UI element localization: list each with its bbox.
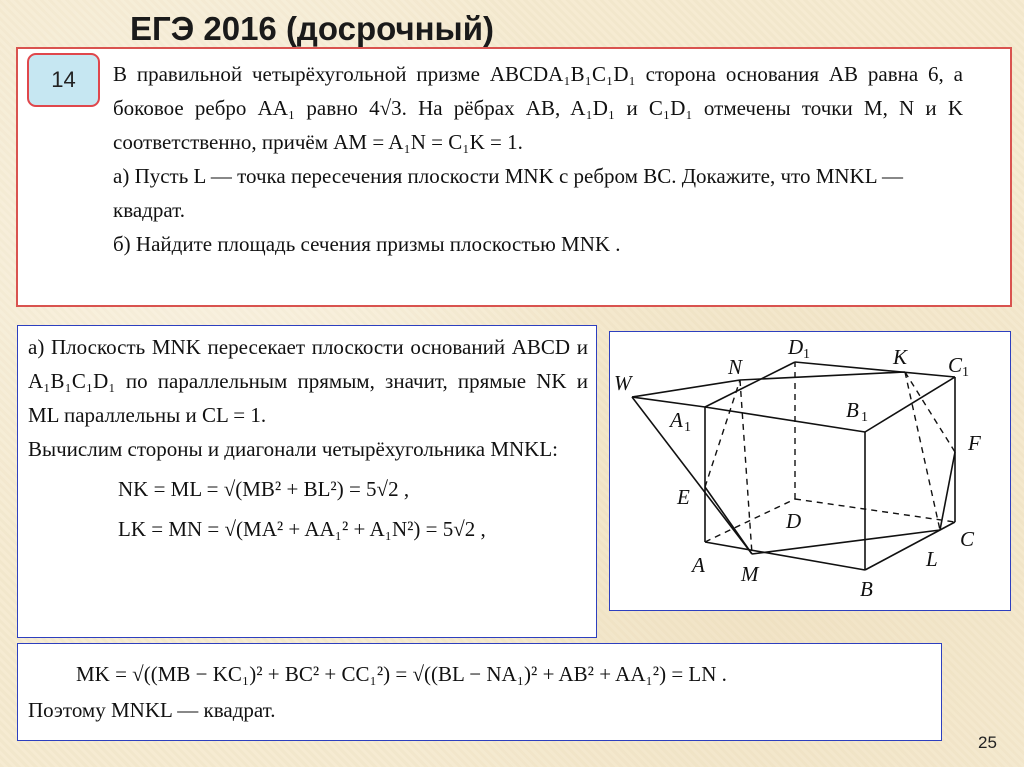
label-k: K	[893, 345, 908, 369]
label-e: E	[677, 485, 690, 509]
problem-part-b: б) Найдите площадь сечения призмы плоскостью MNK .	[113, 232, 621, 256]
edge-a1-d1	[705, 362, 795, 407]
line-l-f	[940, 452, 955, 530]
label-c: C	[960, 527, 975, 551]
line-m-l	[752, 530, 940, 554]
label-a: A	[692, 553, 705, 577]
label-c1-sub: 1	[962, 365, 969, 380]
formula-text	[28, 656, 928, 728]
problem-statement	[113, 57, 963, 261]
edge-d1-c1	[795, 362, 955, 377]
problem-number-badge: 14	[27, 53, 100, 107]
label-b1-sub: 1	[861, 410, 868, 425]
problem-part-a: а) Пусть L — точка пересечения плоскости MNK с ребром BC. Докажите, что MNKL — квадрат.	[113, 164, 904, 222]
formula-mk: MK = √((MB − KC₁)² + BC² + CC₁²) = √((BL − NA₁)² + AB² + AA₁²) = LN .	[76, 662, 727, 686]
line-w-n	[632, 380, 740, 397]
line-n-m	[740, 380, 752, 554]
problem-condition: В правильной четырёхугольной призме ABCDA₁B₁C₁D₁ сторона основания AB равна 6, а боковое ребро AA₁ равно 4√3. На рёбрах AB, A₁D₁ и C₁D₁ отмечены точки M, N и K соответственно, причём AM = A₁N = C₁K = 1.	[113, 62, 963, 154]
line-k-l	[905, 372, 940, 530]
label-d1: D	[788, 335, 804, 359]
diagram-box	[609, 331, 1011, 611]
label-a1-sub: 1	[684, 420, 691, 435]
slide-title: ЕГЭ 2016 (досрочный)	[130, 10, 494, 47]
label-m: M	[741, 562, 759, 586]
label-d: D	[786, 509, 802, 533]
solution-conclusion: Поэтому MNKL — квадрат.	[28, 698, 276, 722]
line-w-a1	[632, 397, 705, 407]
label-b1: B	[846, 398, 859, 422]
line-k-f	[905, 372, 955, 452]
line-w-m	[632, 397, 752, 554]
solution-text	[28, 330, 588, 546]
edge-a1-b1	[705, 407, 865, 432]
prism-diagram	[610, 332, 1010, 610]
page-number: 25	[978, 733, 997, 752]
label-a1: A	[670, 408, 683, 432]
label-l: L	[926, 547, 938, 571]
edge-b1-c1	[865, 377, 955, 432]
label-n: N	[728, 355, 743, 379]
line-e-n	[705, 380, 740, 487]
label-b: B	[860, 577, 873, 601]
formula-nk-ml: NK = ML = √(MB² + BL²) = 5√2 ,	[118, 477, 410, 501]
edge-d-c	[795, 499, 955, 522]
line-n-k	[740, 372, 905, 380]
solution-paragraph-1: а) Плоскость MNK пересекает плоскости оснований ABCD и A₁B₁C₁D₁ по параллельным прямым, значит, прямые NK и ML параллельны и CL = 1.	[28, 335, 588, 427]
label-d1-sub: 1	[803, 347, 810, 362]
label-f: F	[968, 431, 981, 455]
solution-paragraph-2: Вычислим стороны и диагонали четырёхугольника MNKL:	[28, 437, 559, 461]
edge-b-c	[865, 522, 955, 570]
label-c1: C	[948, 353, 963, 377]
label-w: W	[614, 371, 632, 395]
edge-a-b	[705, 542, 865, 570]
formula-lk-mn: LK = MN = √(MA² + AA₁² + A₁N²) = 5√2 ,	[118, 517, 486, 541]
